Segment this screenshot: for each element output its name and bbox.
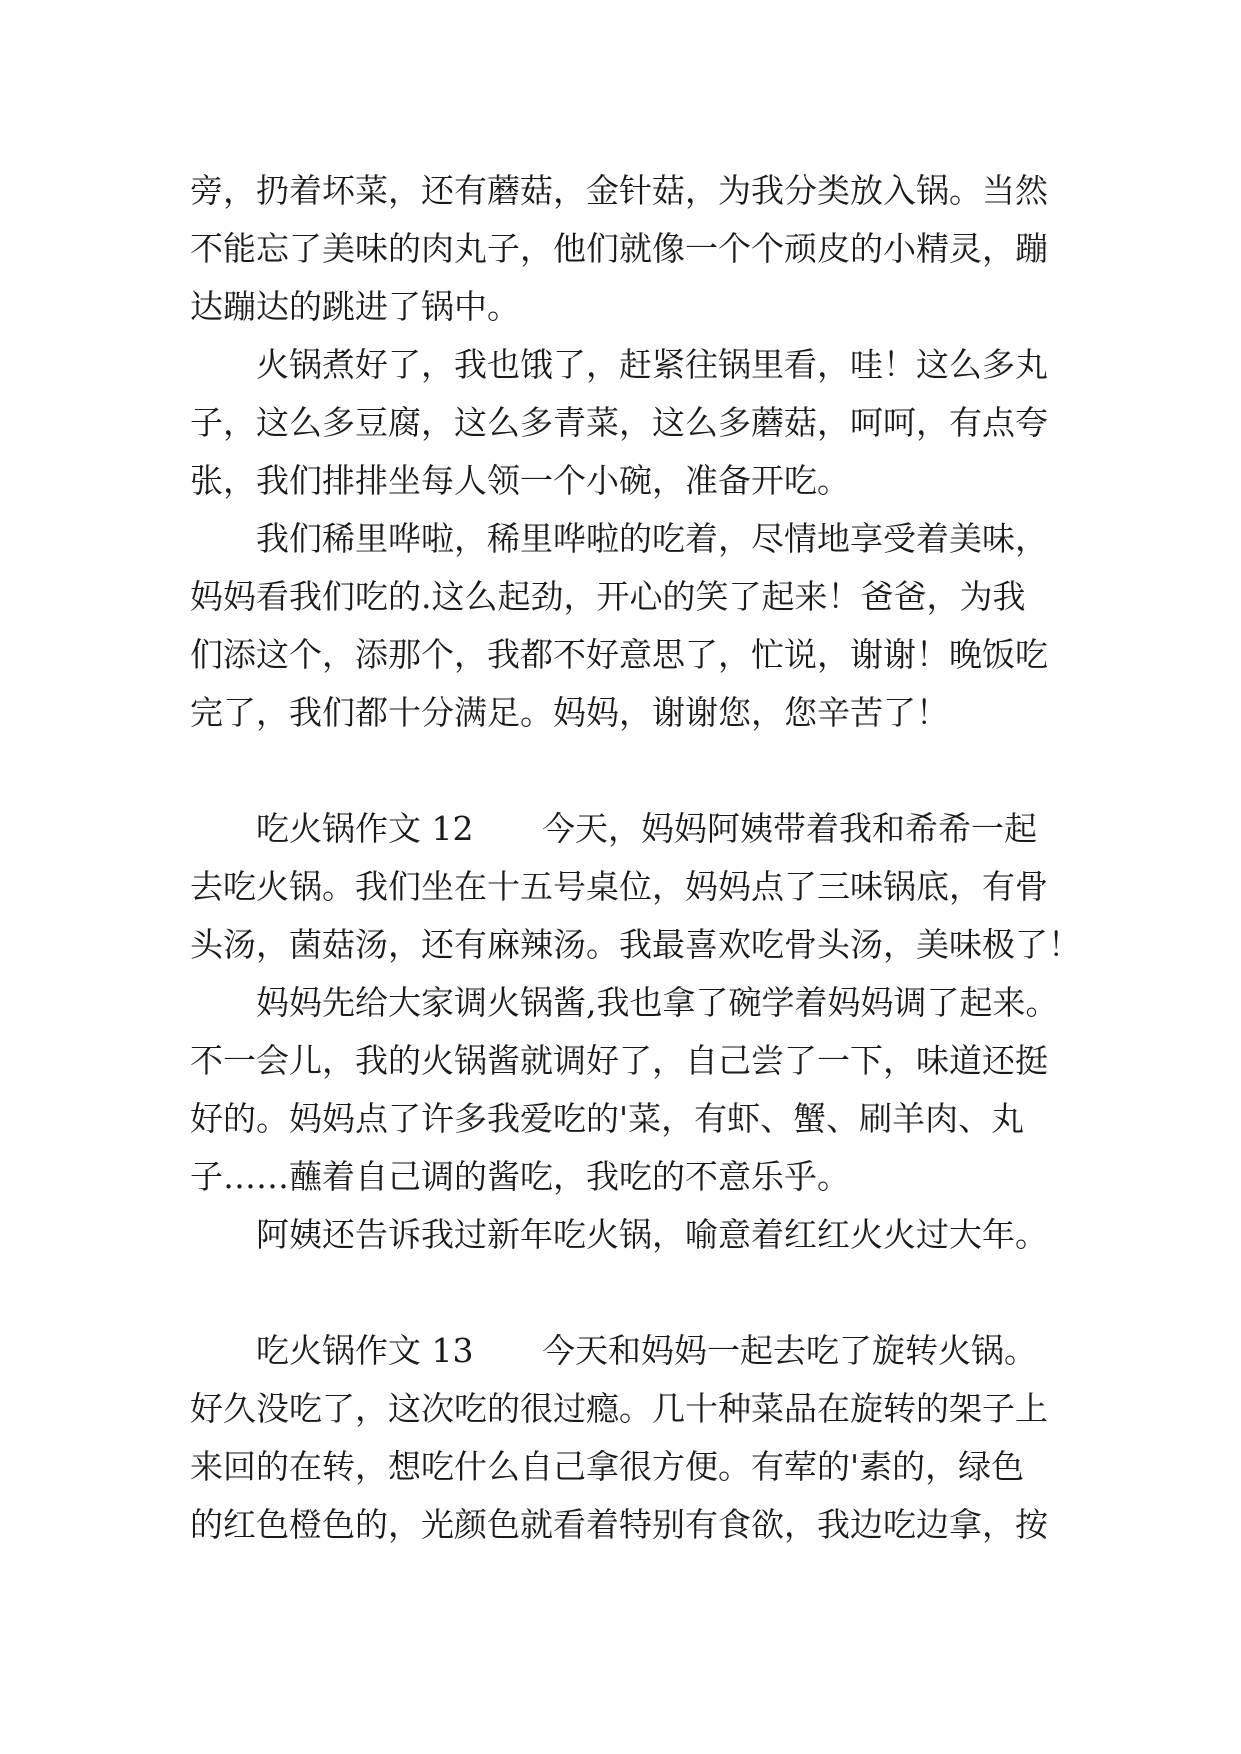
paragraph-line: 火锅煮好了，我也饿了，赶紧往锅里看，哇！这么多丸 — [256, 345, 1048, 384]
paragraph-line: 头汤，菌菇汤，还有麻辣汤。我最喜欢吃骨头汤，美味极了！ — [190, 925, 1081, 964]
paragraph-line: 我们稀里哗啦，稀里哗啦的吃着，尽情地享受着美味， — [256, 519, 1048, 558]
essay-first-line: 今天，妈妈阿姨带着我和希希一起 — [542, 809, 1037, 848]
essay-13-heading-line — [190, 1322, 1060, 1380]
paragraph-line: 的红色橙色的，光颜色就看着特别有食欲，我边吃边拿，按 — [190, 1505, 1048, 1544]
paragraph-line: 来回的在转，想吃什么自己拿很方便。有荤的'素的，绿色 — [190, 1447, 1025, 1486]
section-gap — [190, 1264, 1060, 1322]
paragraph-line: 妈妈看我们吃的.这么起劲，开心的笑了起来！爸爸，为我 — [190, 577, 1026, 616]
essay-title: 吃火锅作文 12 — [256, 809, 474, 848]
paragraph-line: 子，这么多豆腐，这么多青菜，这么多蘑菇，呵呵，有点夸 — [190, 403, 1048, 442]
paragraph-line: 旁，扔着坏菜，还有蘑菇，金针菇，为我分类放入锅。当然 — [190, 171, 1048, 210]
essay-title: 吃火锅作文 13 — [256, 1331, 474, 1370]
paragraph-line: 去吃火锅。我们坐在十五号桌位，妈妈点了三味锅底，有骨 — [190, 867, 1048, 906]
paragraph-line: 妈妈先给大家调火锅酱,我也拿了碗学着妈妈调了起来。 — [256, 983, 1059, 1022]
paragraph-line: 张，我们排排坐每人领一个小碗，准备开吃。 — [190, 461, 850, 500]
document-body — [190, 162, 1081, 1554]
section-gap — [190, 742, 1060, 800]
essay-first-line: 今天和妈妈一起去吃了旋转火锅。 — [542, 1331, 1037, 1370]
paragraph-line: 子……蘸着自己调的酱吃，我吃的不意乐乎。 — [190, 1157, 850, 1196]
paragraph-line: 阿姨还告诉我过新年吃火锅，喻意着红红火火过大年。 — [256, 1215, 1048, 1254]
paragraph-line: 不能忘了美味的肉丸子，他们就像一个个顽皮的小精灵，蹦 — [190, 229, 1048, 268]
paragraph-line: 完了，我们都十分满足。妈妈，谢谢您，您辛苦了！ — [190, 693, 949, 732]
paragraph-line: 们添这个，添那个，我都不好意思了，忙说，谢谢！晚饭吃 — [190, 635, 1048, 674]
paragraph-line: 达蹦达的跳进了锅中。 — [190, 287, 520, 326]
essay-12-heading-line — [190, 800, 1060, 858]
paragraph-line: 好久没吃了，这次吃的很过瘾。几十种菜品在旋转的架子上 — [190, 1389, 1048, 1428]
paragraph-line: 不一会儿，我的火锅酱就调好了，自己尝了一下，味道还挺 — [190, 1041, 1048, 1080]
paragraph-line: 好的。妈妈点了许多我爱吃的'菜，有虾、蟹、刷羊肉、丸 — [190, 1099, 1025, 1138]
